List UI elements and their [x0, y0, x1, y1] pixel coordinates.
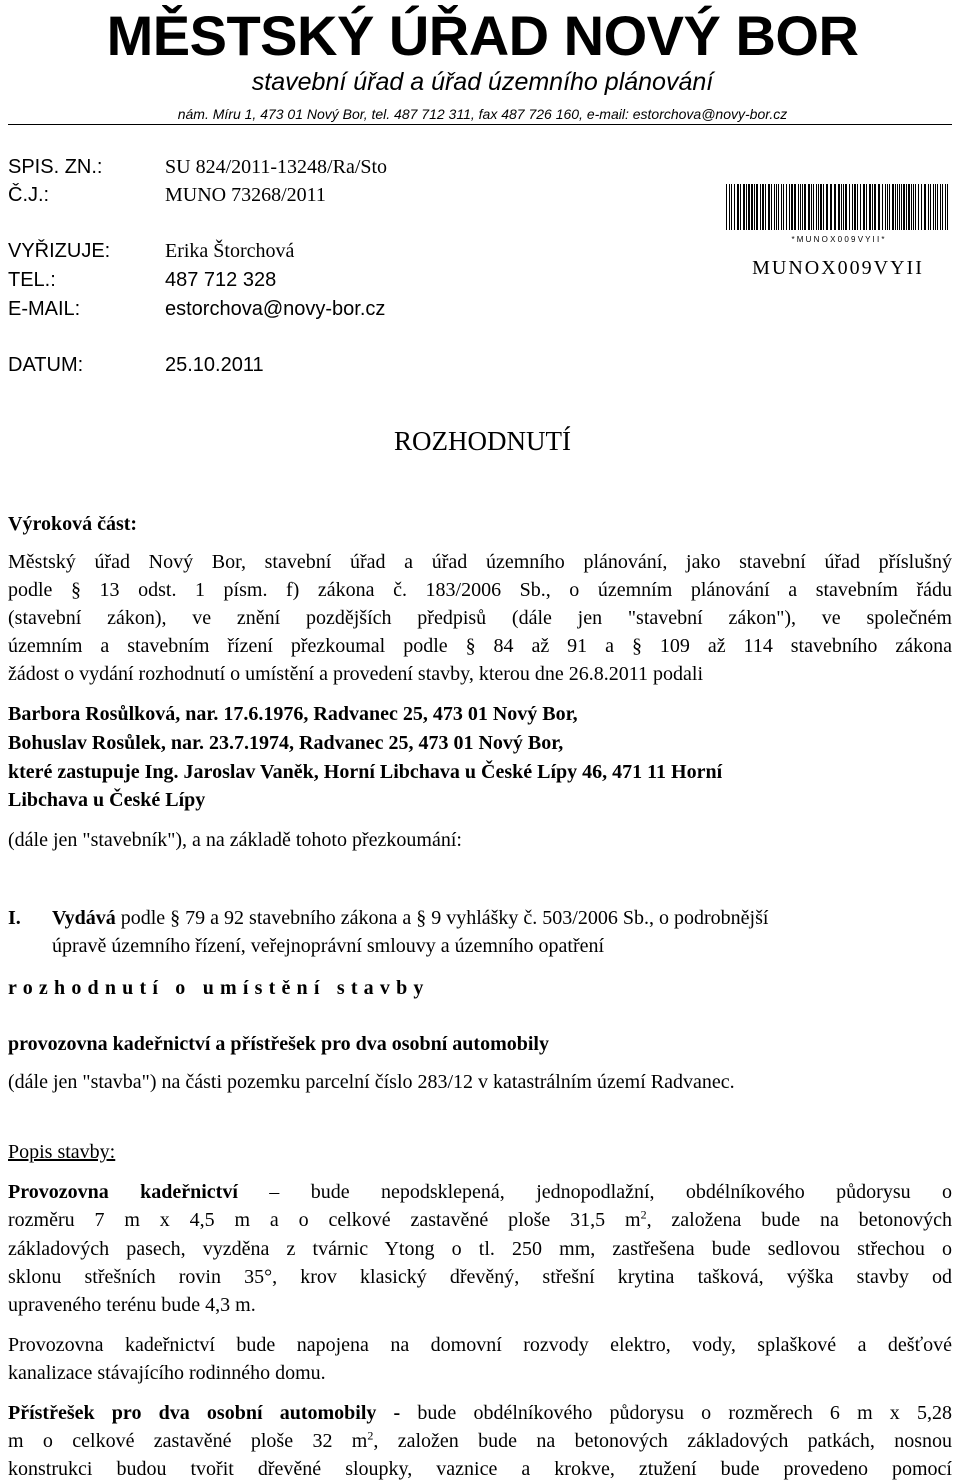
barcode-bar [776, 184, 777, 230]
desc2-line-1: Provozovna kadeřnictví bude napojena na domovní rozvody elektro, vody, splaškové a dešťové [8, 1334, 952, 1356]
barcode-bar [924, 184, 926, 230]
barcode-bar [899, 184, 900, 230]
barcode-bar [940, 184, 941, 230]
barcode-bar [845, 184, 847, 230]
verdict-label: Výroková část: [8, 513, 138, 535]
item-line-2: úpravě územního řízení, veřejnoprávní smlouvy a územního opatření [52, 935, 605, 957]
intro-line-1: Městský úřad Nový Bor, stavební úřad a úřad územního plánování, jako stavební úřad příslušný [8, 551, 952, 573]
barcode-bar [794, 184, 796, 230]
barcode-bar [849, 184, 850, 230]
barcode-bar [740, 184, 741, 230]
barcode-bar [892, 184, 894, 230]
barcode-bar [911, 184, 912, 230]
barcode-bar [743, 184, 745, 230]
barcode-bar [746, 184, 747, 230]
desc3-line-3: konstrukci budou tvořit dřevěné sloupky, vaznice a krokve, ztužení bude provedeno pomocí [8, 1458, 952, 1480]
barcode-bar [915, 184, 916, 230]
desc3-line-2a: m o celkové zastavěné ploše 32 m [8, 1430, 368, 1452]
barcode-bar [882, 184, 883, 230]
barcode-bar [885, 184, 886, 230]
decision-title: rozhodnutí o umístění stavby [8, 977, 430, 999]
barcode-bar [771, 184, 772, 230]
description-heading: Popis stavby: [8, 1141, 116, 1163]
spis-zn-label: SPIS. ZN.: [8, 156, 103, 178]
vyrizuje-label: VYŘIZUJE: [8, 240, 111, 262]
barcode-bar [838, 184, 840, 230]
barcode-bar [731, 184, 732, 230]
barcode-bar [786, 184, 787, 230]
desc3-line-1-rest: bude obdélníkového půdorysu o rozměrech 6 m x 5,28 [400, 1402, 952, 1424]
desc3-line-1 [8, 1399, 952, 1428]
desc3-line-2b: , založen bude na betonových základových patkách, nosnou [373, 1430, 952, 1452]
barcode-bar [930, 184, 931, 230]
barcode-bar [935, 184, 936, 230]
intro-line-5: žádost o vydání rozhodnutí o umístění a provedení stavby, kterou dne 26.8.2011 podali [8, 663, 704, 685]
item-number: I. [8, 907, 21, 929]
datum-value: 25.10.2011 [165, 354, 264, 376]
barcode-bar [889, 184, 890, 230]
desc1-title: Provozovna kadeřnictví [8, 1181, 238, 1203]
barcode-bar [933, 184, 934, 230]
barcode-bar [811, 184, 812, 230]
barcode-bar [901, 184, 902, 230]
barcode-bar [860, 184, 861, 230]
cj-value: MUNO 73268/2011 [165, 184, 326, 206]
representative-line-1: které zastupuje Ing. Jaroslav Vaněk, Horní Libchava u České Lípy 46, 471 11 Horní [8, 761, 723, 783]
barcode-bar [726, 184, 727, 230]
applicant-1: Barbora Rosůlková, nar. 17.6.1976, Radvanec 25, 473 01 Nový Bor, [8, 703, 578, 725]
barcode-bar [887, 184, 888, 230]
barcode-bar [823, 184, 824, 230]
datum-label: DATUM: [8, 354, 84, 376]
barcode-bar [872, 184, 873, 230]
barcode-bar [816, 184, 817, 230]
barcode-bar [866, 184, 867, 230]
barcode-bar [921, 184, 922, 230]
barcode-bar [768, 184, 770, 230]
barcode-bar [857, 184, 858, 230]
desc1-line-2a: rozměru 7 m x 4,5 m a o celkové zastavěné ploše 31,5 m [8, 1209, 641, 1231]
spis-zn-value: SU 824/2011-13248/Ra/Sto [165, 156, 388, 178]
barcode-bar [798, 184, 799, 230]
cj-label: Č.J.: [8, 184, 50, 206]
barcode-bar [869, 184, 871, 230]
barcode-bar [818, 184, 819, 230]
barcode-bar [789, 184, 790, 230]
office-contact: nám. Míru 1, 473 01 Nový Bor, tel. 487 712 311, fax 487 726 160, e-mail: estorchova@novy-bor.cz [177, 106, 788, 122]
desc2-line-2: kanalizace stávajícího rodinného domu. [8, 1362, 326, 1384]
email-label: E-MAIL: [8, 298, 81, 320]
barcode-bar [765, 184, 766, 230]
barcode-bar [874, 184, 876, 230]
item-line-1-rest: podle § 79 a 92 stavebního zákona a § 9 vyhlášky č. 503/2006 Sb., o podrobnější [115, 907, 769, 929]
barcode-bar [878, 184, 880, 230]
barcode-bar [800, 184, 801, 230]
barcode-bar [774, 184, 775, 230]
desc1-line-1-rest: – bude nepodsklepená, jednopodlažní, obdélníkového půdorysu o [237, 1181, 952, 1203]
intro-line-3: (stavební zákon), ve znění pozdějších předpisů (dále jen "stavební zákon"), ve společném [8, 607, 952, 629]
barcode-bar [783, 184, 784, 230]
barcode-bar [906, 184, 907, 230]
barcode-bar [791, 184, 793, 230]
barcode-bar [913, 184, 914, 230]
desc1-line-3: základových pasech, vyzděna z tvárnic Ytong o tl. 250 mm, zastřešena bude sedlovou střechou o [8, 1238, 952, 1260]
barcode-text: MUNOX009VYII [752, 257, 924, 279]
barcode-bar [734, 184, 735, 230]
barcode-bar [942, 184, 943, 230]
barcode-bar [897, 184, 898, 230]
barcode-bar [748, 184, 750, 230]
barcode-bar [945, 184, 946, 230]
representative-line-2: Libchava u České Lípy [8, 789, 206, 811]
barcode [724, 184, 952, 244]
barcode-bar [843, 184, 844, 230]
barcode-bar [834, 184, 836, 230]
applicant-2: Bohuslav Rosůlek, nar. 23.7.1974, Radvanec 25, 473 01 Nový Bor, [8, 732, 564, 754]
barcode-bar [756, 184, 758, 230]
intro-line-4: územním a stavebním řízení přezkoumal podle § 84 až 91 a § 109 až 114 stavebního zákona [8, 635, 952, 657]
desc3-superscript: 2 [367, 1428, 374, 1443]
barcode-bar [852, 184, 853, 230]
barcode-bar [778, 184, 779, 230]
barcode-bar [781, 184, 782, 230]
barcode-bar [895, 184, 896, 230]
desc3-title: Přístřešek pro dva osobní automobily - [8, 1402, 401, 1424]
barcode-bar [760, 184, 761, 230]
barcode-bar [751, 184, 753, 230]
building-name: provozovna kadeřnictví a přístřešek pro dva osobní automobily [8, 1033, 549, 1055]
desc3-line-2 [8, 1427, 952, 1456]
barcode-bar [729, 184, 730, 230]
tel-value: 487 712 328 [165, 269, 277, 291]
decision-heading: ROZHODNUTÍ [394, 426, 571, 456]
item-verb: Vydává [52, 907, 116, 929]
desc1-line-2 [8, 1206, 952, 1235]
building-location: (dále jen "stavba") na části pozemku parcelní číslo 283/12 v katastrálním území Radvanec. [8, 1071, 735, 1093]
barcode-bar [808, 184, 810, 230]
barcode-bar [903, 184, 905, 230]
item-line-1 [52, 904, 952, 933]
desc1-line-5: upraveného terénu bude 4,3 m. [8, 1294, 256, 1316]
header-divider [8, 124, 952, 125]
office-name: MĚSTSKÝ ÚŘAD NOVÝ BOR [106, 4, 859, 67]
barcode-bar [820, 184, 822, 230]
intro-line-2: podle § 13 odst. 1 písm. f) zákona č. 183/2006 Sb., o územním plánování a stavebním řádu [8, 579, 952, 601]
tel-label: TEL.: [8, 269, 56, 291]
barcode-bar [762, 184, 764, 230]
desc1-line-1 [8, 1178, 952, 1207]
barcode-bar [908, 184, 910, 230]
barcode-bar [937, 184, 938, 230]
barcode-small-text: * M U N O X 0 0 9 V Y I I * [791, 235, 885, 244]
office-subtitle: stavební úřad a úřad územního plánování [251, 68, 714, 96]
barcode-bar [754, 184, 755, 230]
barcode-bar [804, 184, 806, 230]
desc1-line-4: sklonu střešních rovin 35°, krov klasický dřevěný, střešní krytina tašková, výška stavby od [8, 1266, 952, 1288]
barcode-bar [863, 184, 865, 230]
builder-note: (dále jen "stavebník"), a na základě tohoto přezkoumání: [8, 829, 462, 851]
barcode-bar [841, 184, 842, 230]
vyrizuje-value: Erika Štorchová [165, 240, 295, 262]
barcode-bar [830, 184, 832, 230]
barcode-bar [918, 184, 919, 230]
desc1-superscript: 2 [640, 1207, 647, 1222]
barcode-bar [802, 184, 803, 230]
barcode-bar [813, 184, 814, 230]
barcode-bar [737, 184, 739, 230]
barcode-bar [826, 184, 828, 230]
email-value: estorchova@novy-bor.cz [165, 298, 386, 320]
desc1-line-2b: , založena bude na betonových [646, 1209, 952, 1231]
barcode-bar [947, 184, 948, 230]
barcode-bar [854, 184, 856, 230]
barcode-bar [928, 184, 929, 230]
